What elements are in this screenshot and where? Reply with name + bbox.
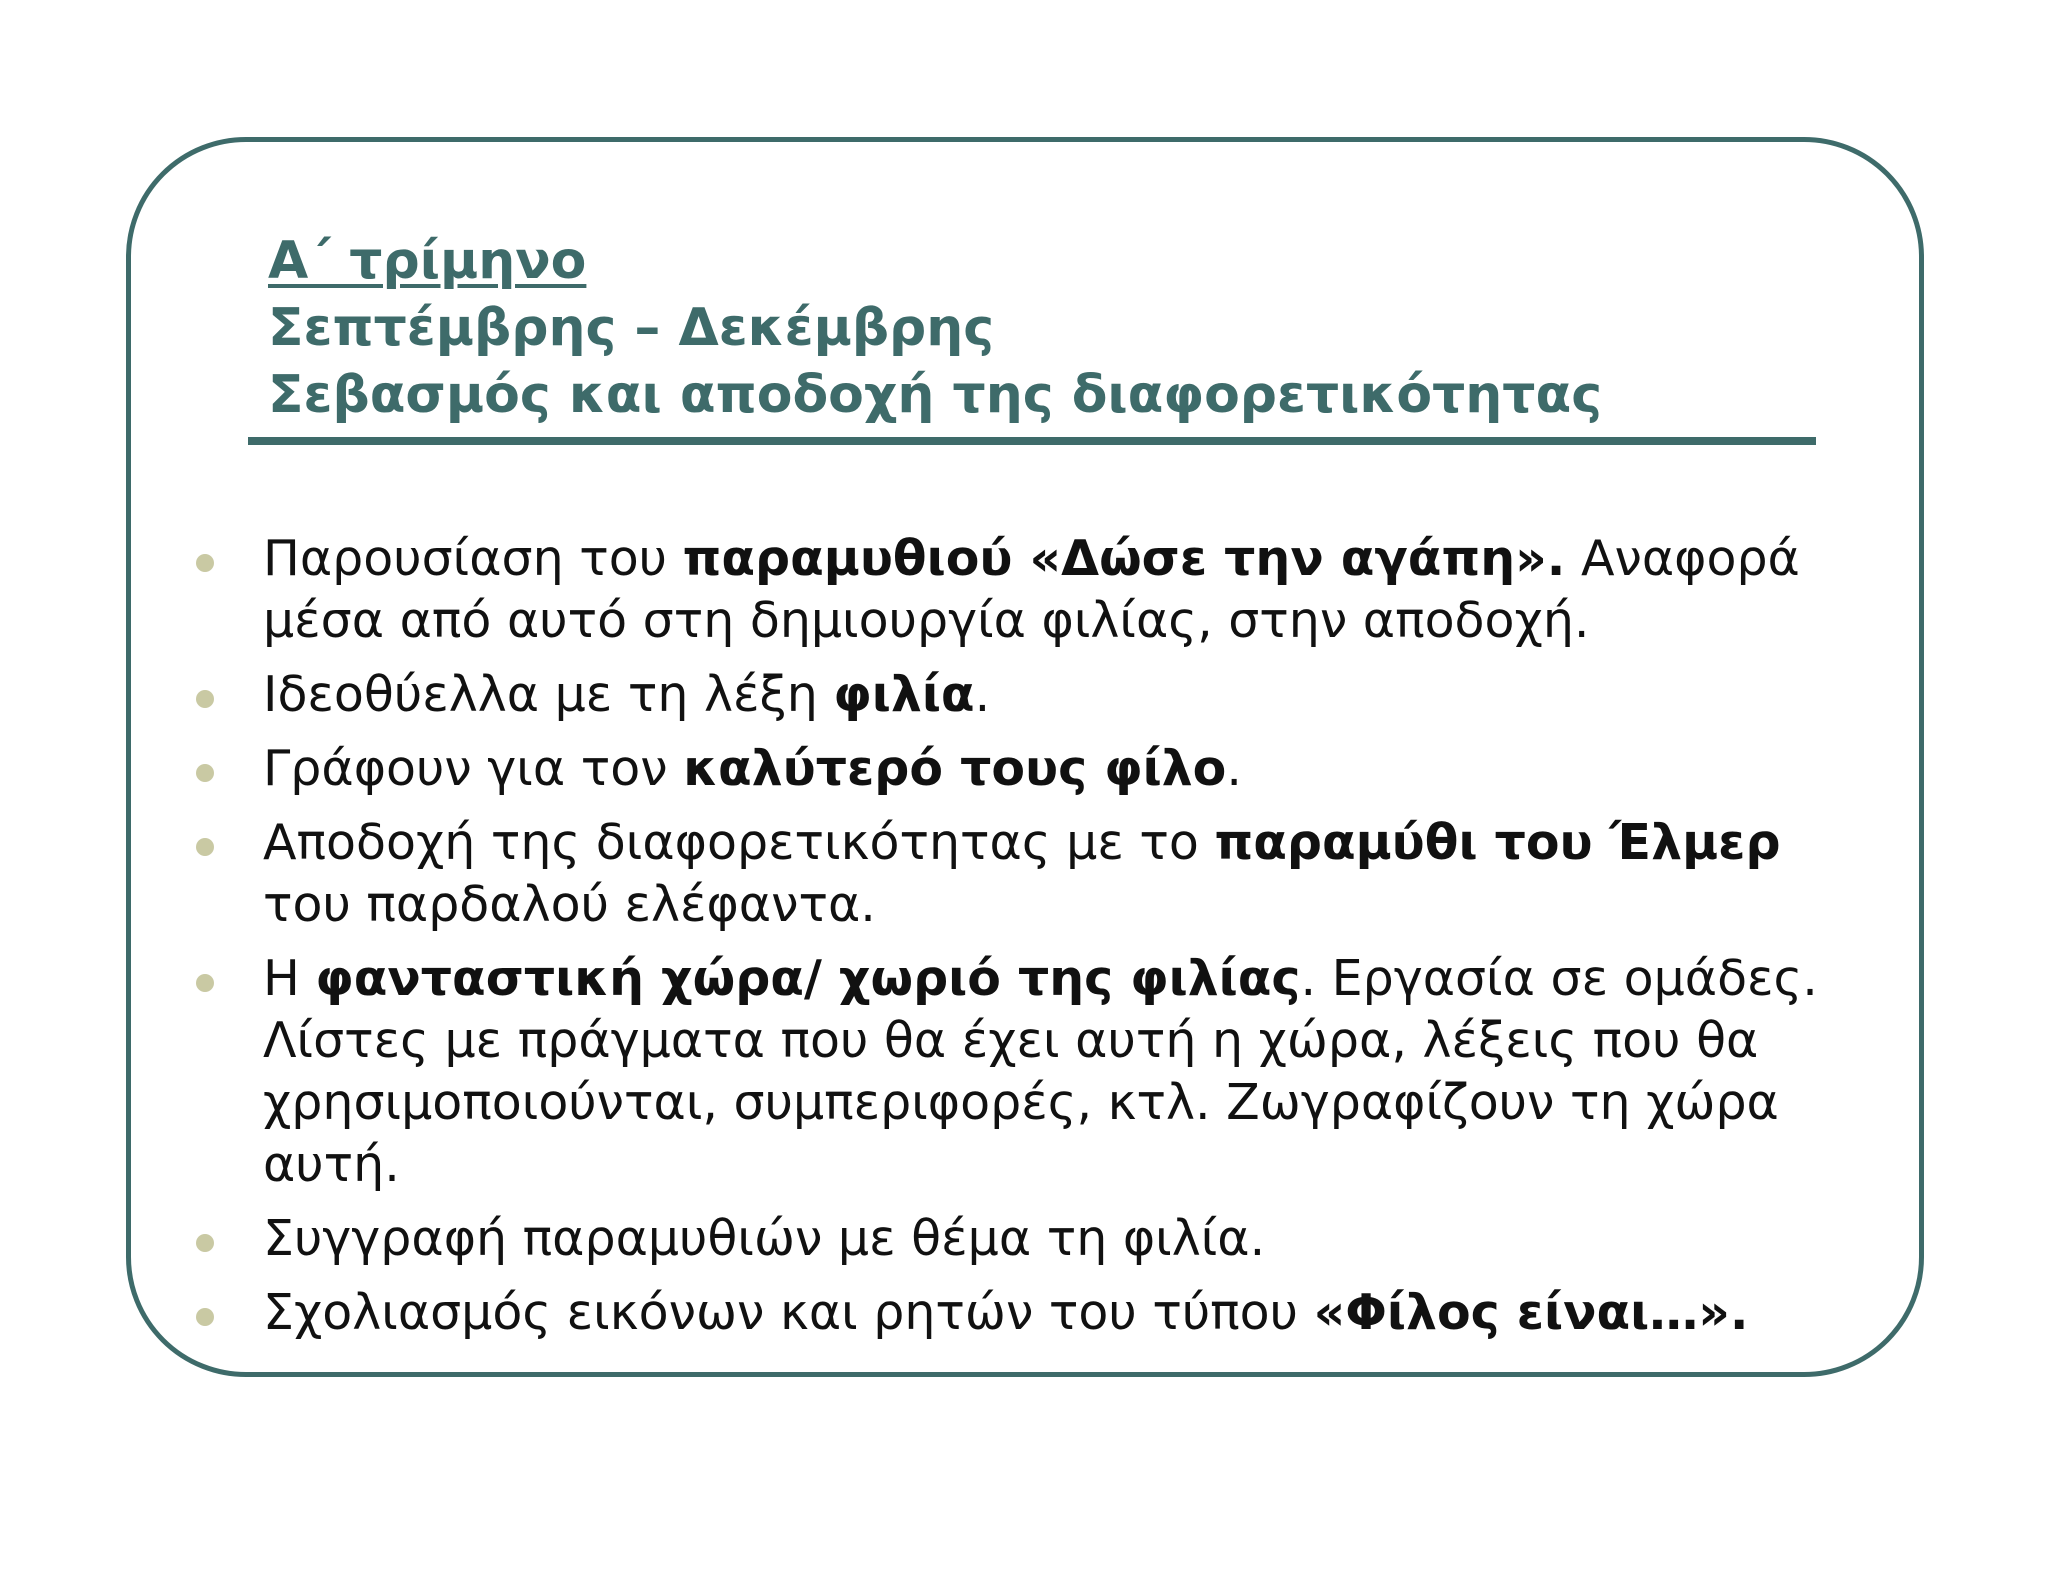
item-text: Γράφουν για τον bbox=[263, 740, 684, 797]
bullet-dot-icon bbox=[196, 690, 214, 708]
bullet-dot-icon bbox=[196, 974, 214, 992]
item-text: Η bbox=[263, 950, 316, 1007]
item-text: του παρδαλού ελέφαντα. bbox=[263, 876, 876, 933]
list-item bbox=[0, 738, 2048, 800]
activity-list bbox=[0, 528, 2048, 1356]
item-text: Παρουσίαση του bbox=[263, 530, 683, 587]
bullet-dot-icon bbox=[196, 1234, 214, 1252]
title-divider bbox=[248, 437, 1816, 445]
item-bold-text: φιλία bbox=[833, 666, 975, 723]
item-text: Αποδοχή της διαφορετικότητας με το bbox=[263, 814, 1215, 871]
item-text: . bbox=[1226, 740, 1242, 797]
item-bold-text: παραμυθιού «Δώσε την αγάπη». bbox=[682, 530, 1566, 587]
item-text: Ιδεοθύελλα με τη λέξη bbox=[263, 666, 834, 723]
term-title: Α΄ τρίμηνο bbox=[268, 231, 587, 291]
item-text: Σχολιασμός εικόνων και ρητών του τύπου bbox=[263, 1284, 1314, 1341]
item-bold-text: «Φίλος είναι…». bbox=[1313, 1284, 1749, 1341]
list-item bbox=[0, 1282, 2048, 1344]
item-text: Συγγραφή παραμυθιών με θέμα τη φιλία. bbox=[263, 1210, 1266, 1267]
months-subtitle: Σεπτέμβρης – Δεκέμβρης bbox=[268, 298, 995, 358]
item-text: Αναφορά μέσα από αυτό στη δημιουργία φιλίας, στην αποδοχή. bbox=[263, 530, 1800, 649]
bullet-dot-icon bbox=[196, 838, 214, 856]
bullet-dot-icon bbox=[196, 764, 214, 782]
item-bold-text: καλύτερό τους φίλο bbox=[683, 740, 1227, 797]
item-text: . bbox=[974, 666, 991, 723]
item-text: . Εργασία σε ομάδες. Λίστες με πράγματα που θα έχει αυτή η χώρα, λέξεις που θα χρησιμοποιούνται, συμπεριφορές, κτλ. Ζωγραφίζουν τη χώρα αυτή. bbox=[263, 950, 1818, 1193]
list-item bbox=[0, 812, 2048, 936]
bullet-dot-icon bbox=[196, 554, 214, 572]
list-item bbox=[0, 664, 2048, 726]
item-bold-text: παραμύθι του Έλμερ bbox=[1214, 814, 1781, 871]
list-item bbox=[0, 528, 2048, 652]
title-block bbox=[268, 228, 1828, 429]
item-bold-text: φανταστική χώρα/ χωριό της φιλίας bbox=[315, 950, 1301, 1007]
list-item bbox=[0, 1208, 2048, 1270]
bullet-dot-icon bbox=[196, 1308, 214, 1326]
list-item bbox=[0, 948, 2048, 1196]
theme-subtitle: Σεβασμός και αποδοχή της διαφορετικότητας bbox=[268, 365, 1603, 425]
